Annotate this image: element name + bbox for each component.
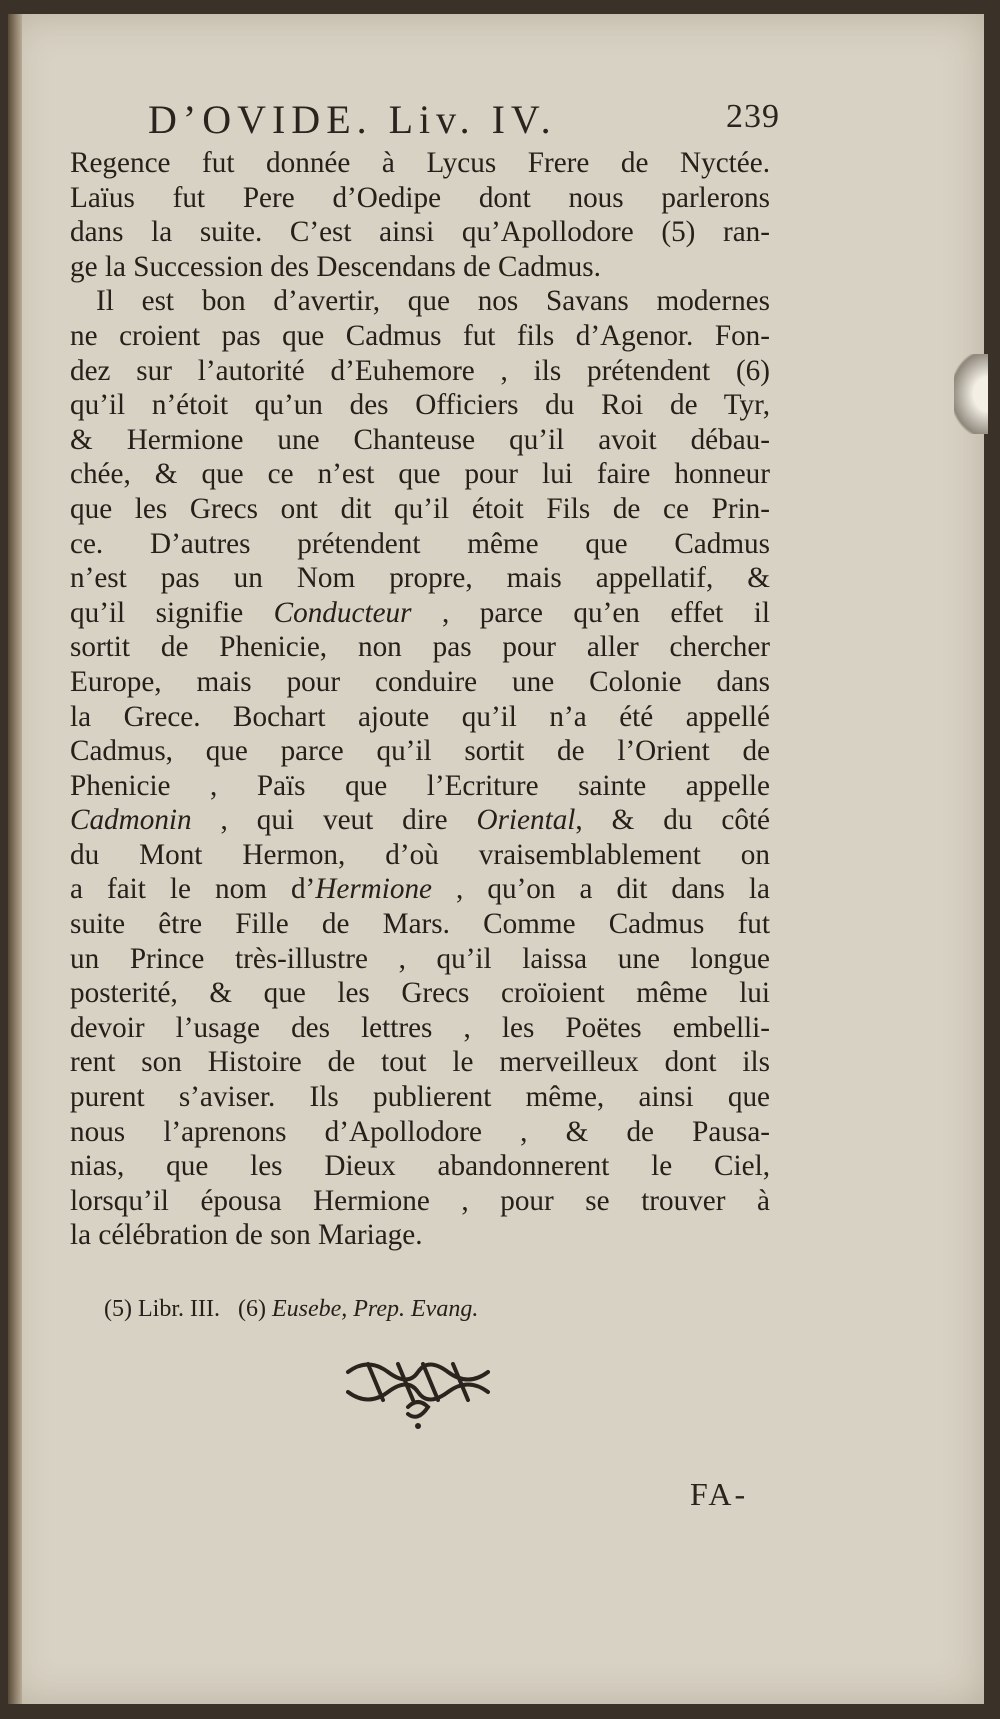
text-run: , qui veut dire (191, 804, 477, 837)
text-line: nous l’aprenons d’Apollodore , & de Pausa- (70, 1115, 770, 1148)
book-spine (8, 14, 22, 1704)
text-line: purent s’aviser. Ils publierent même, ainsi que (70, 1081, 770, 1114)
text-line: Laïus fut Pere d’Oedipe dont nous parlerons (70, 181, 770, 214)
running-header (148, 96, 778, 146)
italic-term-oriental: Oriental (476, 804, 576, 837)
text-line: n’est pas un Nom propre, mais appellatif, & (70, 562, 770, 595)
text-line: rent son Histoire de tout le merveilleux dont ils (70, 1046, 770, 1079)
text-run: , qu’on a dit dans la (432, 873, 770, 906)
text-line: suite être Fille de Mars. Comme Cadmus fut (70, 908, 770, 941)
text-line: la Grece. Bochart ajoute qu’il n’a été appellé (70, 700, 770, 733)
text-line: ne croient pas que Cadmus fut fils d’Agenor. Fon- (70, 319, 770, 352)
text-line: chée, & que ce n’est que pour lui faire honneur (70, 458, 770, 491)
text-line: nias, que les Dieux abandonnerent le Ciel, (70, 1150, 770, 1183)
running-title: D’OVIDE. Liv. IV. (148, 97, 557, 142)
text-line (70, 803, 770, 838)
italic-term-conducteur: Conducteur (273, 596, 412, 629)
text-line: du Mont Hermon, d’où vraisemblablement on (70, 838, 770, 871)
book-page (8, 14, 984, 1704)
text-line: Cadmus, que parce qu’il sortit de l’Orient de (70, 735, 770, 768)
text-line: dez sur l’autorité d’Euhemore , ils prétendent (6) (70, 354, 770, 387)
text-line: un Prince très-illustre , qu’il laissa une longue (70, 942, 770, 975)
page-tab-marker (954, 354, 988, 434)
text-run: , & du côté (575, 804, 770, 837)
text-line: la célébration de son Mariage. (70, 1219, 423, 1252)
text-line (70, 596, 770, 631)
footnote-6-marker: (6) (237, 1296, 266, 1322)
text-run: , parce qu’en effet il (411, 596, 770, 629)
italic-term-hermione: Hermione (315, 873, 433, 906)
text-line: Europe, mais pour conduire une Colonie dans (70, 665, 770, 698)
italic-term-cadmonin: Cadmonin (70, 804, 192, 837)
catchword: FA- (690, 1476, 749, 1512)
printer-ornament-icon (338, 1352, 498, 1432)
text-line (70, 872, 770, 907)
page-number: 239 (726, 98, 780, 135)
text-line: qu’il n’étoit qu’un des Officiers du Roi de Tyr, (70, 389, 770, 422)
text-line: ge la Succession des Descendans de Cadmus. (70, 250, 601, 283)
footnote-6-source: Eusebe, Prep. Evang. (271, 1296, 479, 1322)
text-run: a fait le nom d’ (70, 873, 316, 906)
text-line: Regence fut donnée à Lycus Frere de Nyctée. (70, 147, 770, 179)
text-line: devoir l’usage des lettres , les Poëtes embelli- (70, 1011, 770, 1044)
text-run: qu’il signifie (70, 596, 274, 629)
text-line: Il est bon d’avertir, que nos Savans modernes (96, 285, 770, 318)
text-line: posterité, & que les Grecs croïoient même lui (70, 977, 770, 1010)
body-text (70, 146, 770, 1253)
text-line: que les Grecs ont dit qu’il étoit Fils de ce Prin- (70, 492, 770, 525)
footnotes (104, 1296, 704, 1323)
text-line: & Hermione une Chanteuse qu’il avoit débau- (70, 423, 770, 456)
text-line: lorsqu’il épousa Hermione , pour se trouver à (70, 1184, 770, 1217)
text-line: ce. D’autres prétendent même que Cadmus (70, 527, 770, 560)
footnote-5: (5) Libr. III. (104, 1296, 220, 1322)
text-line: Phenicie , Païs que l’Ecriture sainte appelle (70, 769, 770, 802)
text-line: sortit de Phenicie, non pas pour aller chercher (70, 631, 770, 664)
text-line: dans la suite. C’est ainsi qu’Apollodore (5) ran- (70, 216, 770, 249)
